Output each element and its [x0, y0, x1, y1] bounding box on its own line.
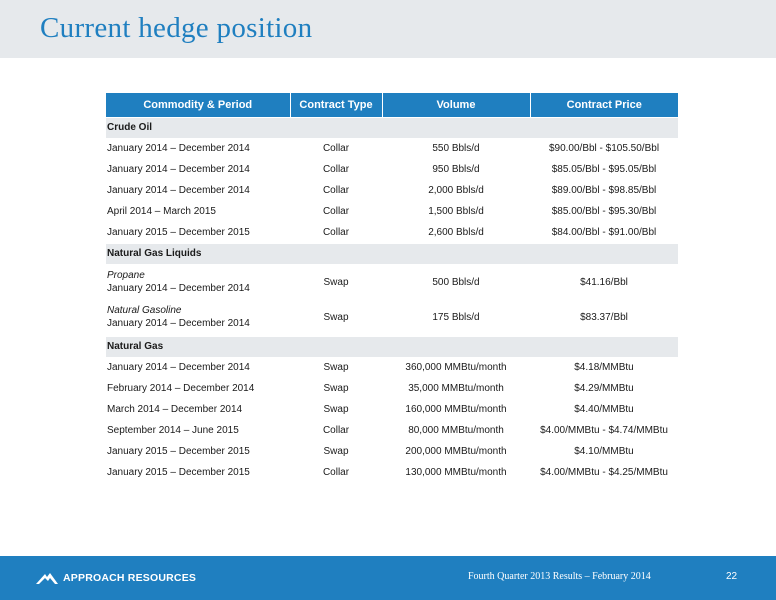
page-number: 22	[726, 571, 738, 582]
column-header-volume: Volume	[382, 93, 530, 117]
contract-price-cell: $4.00/MMBtu - $4.25/MMBtu	[540, 467, 668, 478]
product-label: Natural Gasoline	[107, 305, 182, 317]
table-row	[106, 159, 678, 180]
volume-cell: 80,000 MMBtu/month	[408, 425, 504, 436]
period-label: January 2014 – December 2014	[107, 164, 250, 175]
column-header-commodity-period: Commodity & Period	[106, 93, 290, 117]
column-header-contract-type: Contract Type	[290, 93, 382, 117]
volume-cell: 500 Bbls/d	[432, 276, 480, 288]
contract-type-cell: Swap	[323, 446, 349, 457]
volume-cell: 550 Bbls/d	[432, 143, 480, 154]
volume-cell: 200,000 MMBtu/month	[405, 446, 507, 457]
period-cell	[106, 264, 290, 300]
hedge-table-body	[106, 117, 678, 483]
period-label: January 2014 – December 2014	[107, 143, 250, 154]
footer	[0, 556, 776, 600]
contract-type-cell: Collar	[322, 143, 350, 154]
period-cell	[106, 378, 290, 399]
period-cell	[106, 441, 290, 462]
period-cell	[106, 399, 290, 420]
contract-price-cell: $83.37/Bbl	[580, 312, 628, 324]
section-label: Natural Gas Liquids	[106, 243, 678, 264]
table-row	[106, 138, 678, 159]
period-label: January 2014 – December 2014	[107, 185, 250, 196]
contract-type-cell: Swap	[323, 312, 349, 324]
contract-price-cell: $4.40/MMBtu	[574, 404, 634, 415]
section-label: Crude Oil	[106, 117, 678, 138]
period-label: February 2014 – December 2014	[107, 383, 255, 394]
volume-cell: 360,000 MMBtu/month	[405, 362, 507, 373]
contract-price-cell: $84.00/Bbl - $91.00/Bbl	[551, 226, 657, 238]
mountain-logo-icon	[36, 572, 58, 584]
contract-type-cell: Swap	[323, 404, 349, 415]
contract-type-cell: Swap	[323, 276, 349, 288]
contract-type-cell: Collar	[322, 425, 350, 436]
table-row	[106, 264, 678, 300]
table-row	[106, 399, 678, 420]
contract-type-cell: Collar	[322, 467, 350, 478]
volume-cell: 175 Bbls/d	[432, 312, 480, 324]
company-name: APPROACH RESOURCES	[63, 572, 197, 584]
period-label: March 2014 – December 2014	[107, 404, 243, 415]
period-cell	[106, 159, 290, 180]
contract-type-cell: Swap	[323, 383, 349, 394]
period-cell	[106, 201, 290, 222]
period-label: April 2014 – March 2015	[107, 206, 216, 217]
period-cell	[106, 462, 290, 483]
contract-type-cell: Collar	[322, 226, 350, 238]
period-label: January 2014 – December 2014	[107, 318, 250, 330]
volume-cell: 2,000 Bbls/d	[428, 185, 484, 196]
section-row	[106, 243, 678, 264]
period-cell	[106, 138, 290, 159]
period-label: January 2015 – December 2015	[107, 467, 250, 478]
contract-price-cell: $89.00/Bbl - $98.85/Bbl	[551, 185, 657, 196]
period-label: January 2014 – December 2014	[107, 362, 250, 373]
period-cell	[106, 222, 290, 243]
volume-cell: 130,000 MMBtu/month	[405, 467, 507, 478]
contract-price-cell: $41.16/Bbl	[580, 276, 628, 288]
period-label: September 2014 – June 2015	[107, 425, 239, 436]
table-row	[106, 222, 678, 243]
period-cell	[106, 300, 290, 336]
contract-price-cell: $4.00/MMBtu - $4.74/MMBtu	[540, 425, 668, 436]
contract-price-cell: $4.18/MMBtu	[574, 362, 634, 373]
period-cell	[106, 180, 290, 201]
title-bar	[0, 0, 776, 58]
volume-cell: 2,600 Bbls/d	[428, 226, 484, 238]
volume-cell: 1,500 Bbls/d	[428, 206, 484, 217]
contract-type-cell: Collar	[322, 164, 350, 175]
contract-type-cell: Swap	[323, 362, 349, 373]
contract-type-cell: Collar	[322, 185, 350, 196]
period-label: January 2014 – December 2014	[107, 282, 250, 294]
table-row	[106, 462, 678, 483]
period-label: January 2015 – December 2015	[107, 446, 250, 457]
footer-caption: Fourth Quarter 2013 Results – February 2014	[468, 571, 651, 582]
contract-type-cell: Collar	[322, 206, 350, 217]
period-label: January 2015 – December 2015	[107, 226, 250, 238]
table-row	[106, 357, 678, 378]
contract-price-cell: $85.00/Bbl - $95.30/Bbl	[551, 206, 657, 217]
table-row	[106, 180, 678, 201]
hedge-table-header	[106, 93, 678, 117]
volume-cell: 950 Bbls/d	[432, 164, 480, 175]
volume-cell: 160,000 MMBtu/month	[405, 404, 507, 415]
section-row	[106, 336, 678, 357]
hedge-table	[106, 93, 678, 483]
section-row	[106, 117, 678, 138]
contract-price-cell: $4.29/MMBtu	[574, 383, 634, 394]
table-row	[106, 300, 678, 336]
page-title: Current hedge position	[40, 12, 313, 44]
column-header-contract-price: Contract Price	[530, 93, 678, 117]
contract-price-cell: $85.05/Bbl - $95.05/Bbl	[551, 164, 657, 175]
section-label: Natural Gas	[106, 336, 678, 357]
contract-price-cell: $4.10/MMBtu	[574, 446, 634, 457]
table-row	[106, 201, 678, 222]
table-row	[106, 441, 678, 462]
table-row	[106, 420, 678, 441]
volume-cell: 35,000 MMBtu/month	[408, 383, 504, 394]
contract-price-cell: $90.00/Bbl - $105.50/Bbl	[548, 143, 660, 154]
product-label: Propane	[107, 269, 145, 281]
company-logo	[36, 570, 196, 586]
table-row	[106, 378, 678, 399]
period-cell	[106, 420, 290, 441]
period-cell	[106, 357, 290, 378]
